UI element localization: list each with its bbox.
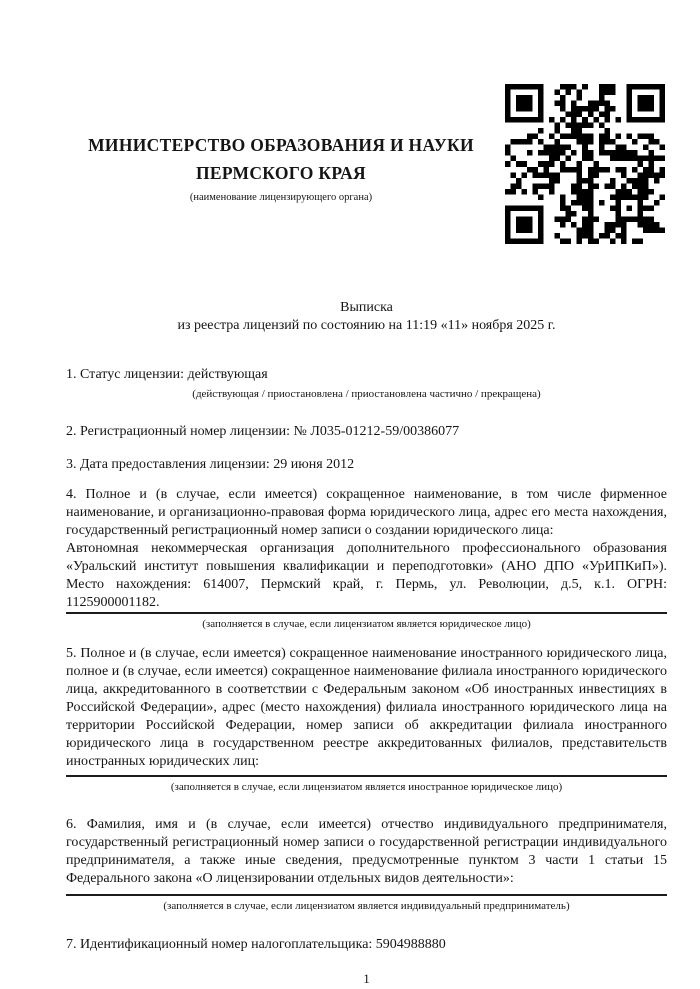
- item-individual-entrepreneur-label: 6. Фамилия, имя и (в случае, если имеется) отчество индивидуального предпринимателя, государственный регистрационный номер записи о государственной регистрации индивидуального предпринимателя, а также иные сведения, предусмотренные пунктом 3 части 1 статьи 15 Федерального закона «О лицензировании отдельных видов деятельности»:: [66, 817, 667, 886]
- item-foreign-entity-value: [66, 771, 667, 777]
- item-grant-date: 3. Дата предоставления лицензии: 29 июня 2012: [66, 457, 355, 472]
- document-body: [66, 0, 667, 987]
- item-foreign-entity-label: 5. Полное и (в случае, если имеется) сокращенное наименование иностранного юридического лица, полное и (в случае, если имеется) сокращенное наименование филиала иностранного юридического лица, аккредитованного в соответствии с Федеральным законом «Об иностранных инвестициях в Российской Федерации», адрес (место нахождения) филиала иностранного юридического лица на территории Российской Федерации, номер записи об аккредитации филиала иностранного юридического лица в государственном реестре аккредитованных филиалов, представительств иностранных юридических лиц:: [66, 646, 667, 769]
- item-legal-entity-label: 4. Полное и (в случае, если имеется) сокращенное наименование, в том числе фирменное наименование, и организационно-правовая форма юридического лица, адрес его места нахождения, государственный регистрационный номер записи о создании юридического лица:: [66, 487, 667, 538]
- document-title-line2: из реестра лицензий по состоянию на 11:19 «11» ноября 2025 г.: [177, 318, 556, 333]
- ministry-caption: (наименование лицензирующего органа): [189, 192, 373, 203]
- item-individual-entrepreneur-caption: (заполняется в случае, если лицензиатом является индивидуальный предприниматель): [163, 900, 570, 912]
- item-legal-entity-caption: (заполняется в случае, если лицензиатом является юридическое лицо): [202, 618, 531, 630]
- item-foreign-entity-caption: (заполняется в случае, если лицензиатом является иностранное юридическое лицо): [170, 781, 563, 793]
- ministry-name-line1: МИНИСТЕРСТВО ОБРАЗОВАНИЯ И НАУКИ: [88, 135, 474, 155]
- item-individual-entrepreneur-value: [66, 888, 667, 896]
- ministry-name-line2: ПЕРМСКОГО КРАЯ: [196, 163, 366, 183]
- document-title-line1: Выписка: [340, 300, 393, 315]
- item-individual-entrepreneur: [66, 816, 667, 896]
- item-registration-number: 2. Регистрационный номер лицензии: № Л035-01212-59/00386077: [66, 424, 460, 439]
- item-taxpayer-id: 7. Идентификационный номер налогоплательщика: 5904988880: [66, 937, 446, 952]
- item-license-status: 1. Статус лицензии: действующая: [66, 367, 268, 382]
- item-legal-entity-value: Автономная некоммерческая организация дополнительного профессионального образования «Уральский институт повышения квалификации и переподготовки» (АНО ДПО «УрИПКиП»). Место нахождения: 614007, Пермский край, г. Пермь, ул. Революции, д.5, к.1. ОГРН: 1125900001182.: [66, 541, 667, 610]
- document-title: [66, 299, 667, 335]
- item-legal-entity: [66, 486, 667, 614]
- item-foreign-entity: [66, 645, 667, 777]
- item-license-status-caption: (действующая / приостановлена / приостановлена частично / прекращена): [192, 388, 541, 400]
- page-number: 1: [363, 971, 370, 986]
